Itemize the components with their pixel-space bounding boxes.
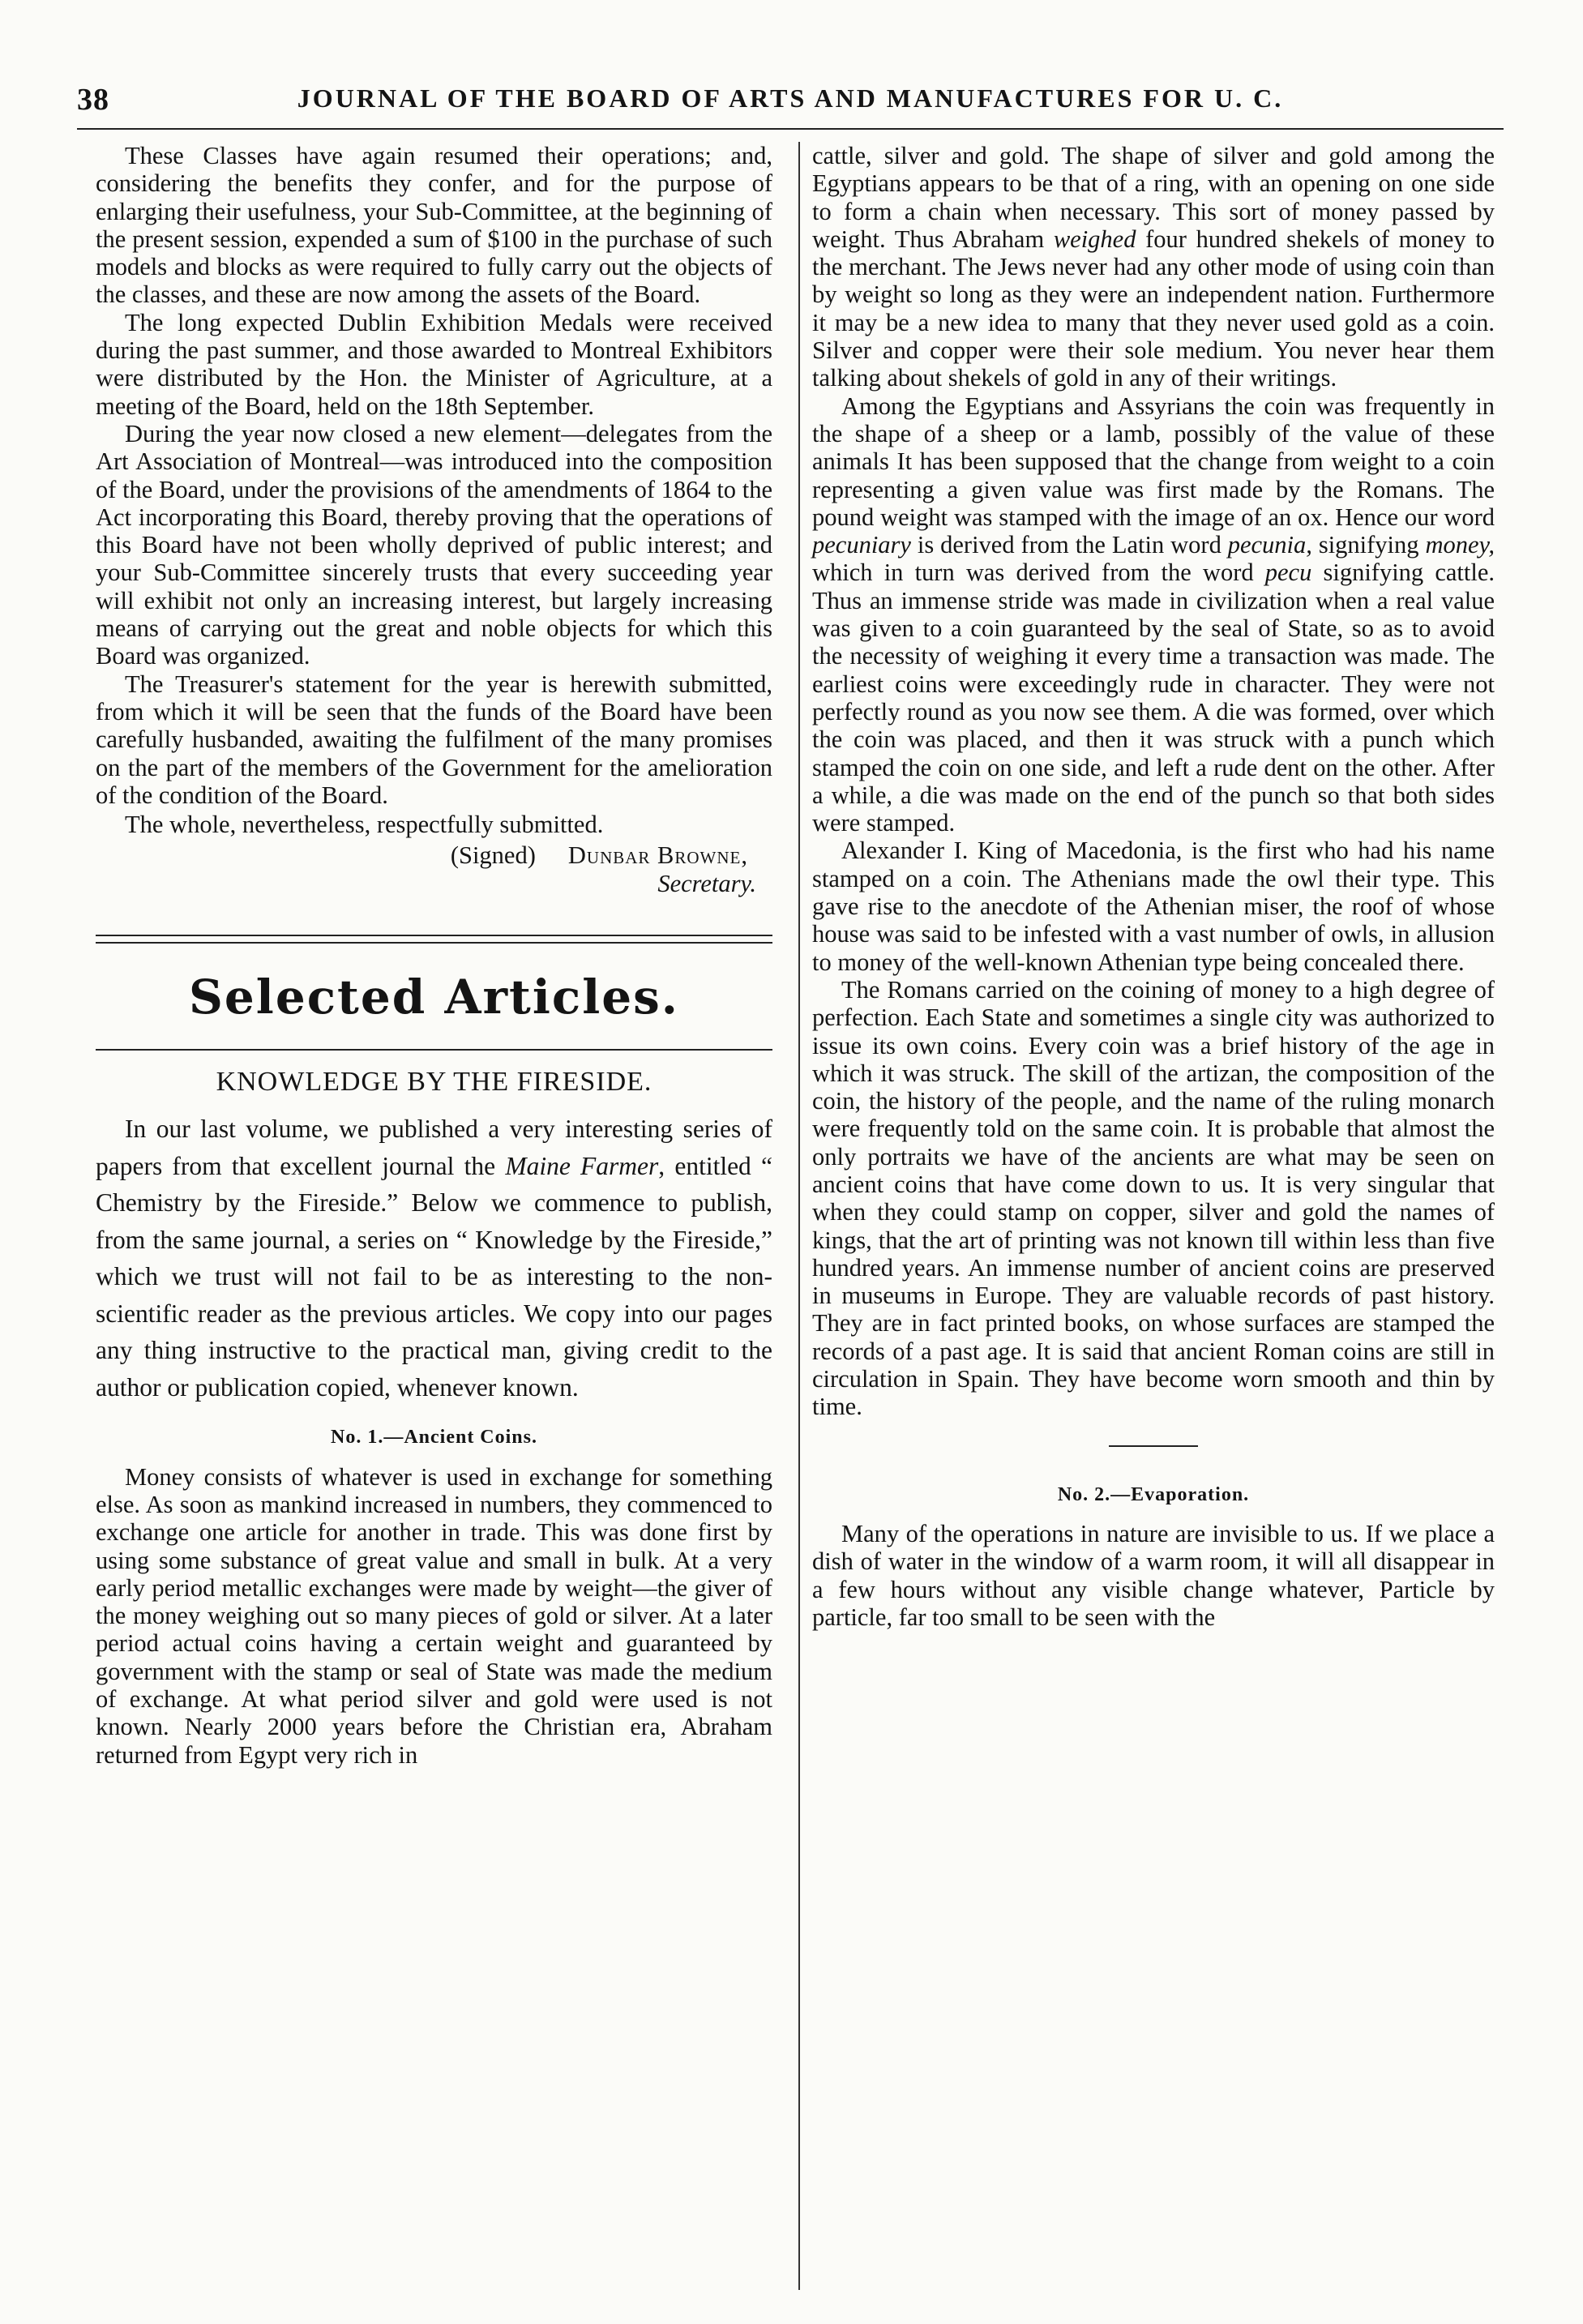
paragraph-coin-shapes: Among the Egyptians and Assyrians the coin was frequently in the shape of a sheep or a lamb, possibly of the value of these animals It has been supposed that the change from weight to a coin representing a given value was first made by the Romans. The pound weight was stamped with the image of an ox. Hence our word pecuniary is derived from the Latin word pecunia, signifying money, which in turn was derived from the word pecu signifying cattle. Thus an immense stride was made in civilization when a real value was given to a coin guaranteed by the seal of State, so as to avoid the necessity of weighing it every time a transaction was made. The earliest coins were exceedingly rude in character. They were not perfectly round as you now see them. A die was formed, over which the coin was placed, and then it was struck with a punch which stamped the coin on one side, and left a rude dent on the other. After a while, a die was made on the end of the punch so that both sides were stamped. — [812, 392, 1495, 837]
signer-name: Dunbar Browne, — [567, 841, 748, 870]
paragraph-egyptian-money: cattle, silver and gold. The shape of silver and gold among the Egyptians appears to be that of a ring, with an opening on one side to form a chain when necessary. This sort of money passed by weight. Thus Abraham weighed four hundred shekels of money to the merchant. The Jews never had any other mode of using coin than by weight so long as they were an independent nation. Furthermore it may be a new idea to many that they never used gold as a coin. Silver and copper were their sole medium. You never hear them talking about shekels of gold in any of their writings. — [812, 142, 1495, 392]
paragraph-submitted: The whole, nevertheless, respectfully submitted. — [125, 811, 604, 839]
paragraph-money: Money consists of whatever is used in exchange for something else. As soon as mankind increased in numbers, they commenced to exchange one article for another in trade. This was done first by using some substance of great value and small in bulk. At a very early period metallic exchanges were made by weight—the giver of the money weighing out so many pieces of gold or silver. At a later period actual coins having a certain weight and guaranteed by government with the stamp or seal of State was made the medium of exchange. At what period silver and gold were used is not known. Nearly 2000 years before the Christian era, Abraham returned from Egypt very rich in — [96, 1462, 772, 1769]
article-title: KNOWLEDGE BY THE FIRESIDE. — [216, 1067, 652, 1098]
journal-name: Maine Farmer — [505, 1151, 659, 1180]
signed-label: (Signed) — [450, 841, 536, 870]
section-rule — [96, 1049, 772, 1051]
paragraph-new-element: During the year now closed a new element—delegates from the Art Association of Montreal—was introduced into the composition of the Board, under the provisions of the amendments of 1864 to the Act incorporating this Board, thereby proving that the operations of this Board have not been wholly deprived of public interest; and your Sub-Committee sincerely trusts that every succeeding year will exhibit not only an increasing interest, but largely increasing means of carrying out the great and noble objects for which this Board was organized. — [96, 419, 772, 670]
short-rule — [1109, 1445, 1198, 1447]
subheading-ancient-coins: No. 1.—Ancient Coins. — [330, 1427, 537, 1449]
paragraph-classes: These Classes have again resumed their operations; and, considering the benefits they confer, and for the purpose of enlarging their usefulness, your Sub-Committee, at the beginning of the present session, expended a sum of $100 in the purchase of such models and blocks as were required to fully carry out the objects of the classes, and these are now among the assets of the Board. — [96, 142, 772, 309]
running-head: JOURNAL OF THE BOARD OF ARTS AND MANUFACTURES FOR U. C. — [297, 83, 1284, 113]
paragraph-macedonia: Alexander I. King of Macedonia, is the first who had his name stamped on a coin. The Athenians made the owl their type. This gave rise to the anecdote of the Athenian miser, the roof of whose house was said to be infested with a vast number of owls, in allusion to money of the well-known Athenian type being concealed there. — [812, 837, 1495, 976]
subheading-evaporation: No. 2.—Evaporation. — [1057, 1483, 1250, 1505]
signature-line — [96, 841, 748, 869]
double-rule — [96, 935, 772, 944]
header-rule — [77, 128, 1504, 130]
paragraph-treasurer: The Treasurer's statement for the year is herewith submitted, from which it will be seen that the funds of the Board have been carefully husbanded, awaiting the fulfilment of the many promises on the part of the members of the Government for the amelioration of the condition of the Board. — [96, 670, 772, 809]
right-column — [812, 142, 1495, 1631]
page-number: 38 — [77, 83, 109, 117]
section-heading: Selected Articles. — [189, 969, 679, 1025]
paragraph-evaporation: Many of the operations in nature are invisible to us. If we place a dish of water in the window of a warm room, it will all disappear in a few hours without any visible change whatever, Particle by particle, far too small to be seen with the — [812, 1519, 1495, 1631]
column-divider — [798, 142, 800, 2290]
page-header — [77, 77, 1504, 126]
paragraph-romans: The Romans carried on the coining of money to a high degree of perfection. Each State and sometimes a single city was authorized to issue its own coins. Every coin was a brief history of the age in which it was struck. The skill of the artizan, the composition of the coin, the history of the people, and the name of the ruling monarch were frequently told on the same coin. It is probable that almost the only portraits we have of the ancients are what may be seen on ancient coins that have come down to us. It is very singular that when they could stamp on copper, silver and gold the names of kings, that the art of printing was not known till within less than five hundred years. An immense number of ancient coins are preserved in museums in Europe. They are valuable records of past history. They are in fact printed books, on whose surfaces are stamped the records of a past age. It is said that ancient Roman coins are still in circulation in Spain. They have become worn smooth and thin by time. — [812, 975, 1495, 1421]
article-intro: In our last volume, we published a very interesting series of papers from that excellent journal the Maine Farmer, entitled “ Chemistry by the Fireside.” Below we commence to publish, from the same journal, a series on “ Knowledge by the Fireside,” which we trust will not fail to be as interesting to the non-scientific reader as the previous articles. We copy into our pages any thing instructive to the practical man, giving credit to the author or publication copied, whenever known. — [96, 1115, 772, 1402]
left-column — [96, 142, 772, 1769]
signer-title: Secretary. — [657, 869, 756, 897]
paragraph-dublin-medals: The long expected Dublin Exhibition Medals were received during the past summer, and those awarded to Montreal Exhibitors were distributed by the Hon. the Minister of Agriculture, at a meeting of the Board, held on the 18th September. — [96, 308, 772, 420]
